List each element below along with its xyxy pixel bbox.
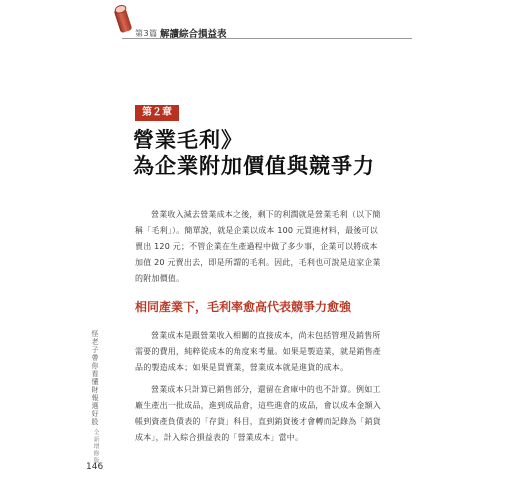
chapter-badge: 第２章 bbox=[135, 105, 179, 121]
body-paragraph-1: 營業收入減去營業成本之後，剩下的利潤就是營業毛利（以下簡稱「毛利」）。簡單說，就是企業以成本 100 元買進材料，最後可以賣出 120 元；不管企業在生產過程中做了多少事，企業可以將成本加值 20 元賣出去，即是所謂的毛利。因此，毛利也可說是這家企業的附加價值。 bbox=[135, 210, 381, 283]
book-subtitle: 全新增修版 bbox=[92, 429, 99, 465]
book-title: 怪老子帶你看懂財報選好股 bbox=[91, 330, 99, 426]
rolled-paper-icon bbox=[114, 7, 133, 34]
body-paragraph-2: 營業成本是跟營業收入相關的直接成本，尚未包括管理及銷售所需要的費用，純粹從成本的角度來考量。如果是製造業，就是銷售產品的製造成本；如果是買賣業，營業成本就是進貨的成本。 bbox=[135, 331, 381, 372]
running-header-title: 解讀綜合損益表 bbox=[160, 29, 227, 40]
chapter-title-line-1: 營業毛利》 bbox=[133, 128, 243, 152]
section-heading: 相同產業下，毛利率愈高代表競爭力愈強 bbox=[135, 300, 352, 314]
page-number: 146 bbox=[86, 462, 104, 472]
chapter-title-line-2: 為企業附加價值與競爭力 bbox=[133, 154, 375, 178]
vertical-book-title bbox=[90, 330, 100, 464]
body-paragraph-3: 營業成本只計算已銷售部分，還留在倉庫中的也不計算。例如工廠生產出一批成品，進到成品倉，這些進倉的成品，會以成本金額入帳到資產負債表的「存貨」科目，直到銷貨後才會轉而記錄為「銷貨成本」，計入綜合損益表的「營業成本」當中。 bbox=[135, 385, 381, 442]
part-label: 第3篇 bbox=[135, 29, 158, 38]
